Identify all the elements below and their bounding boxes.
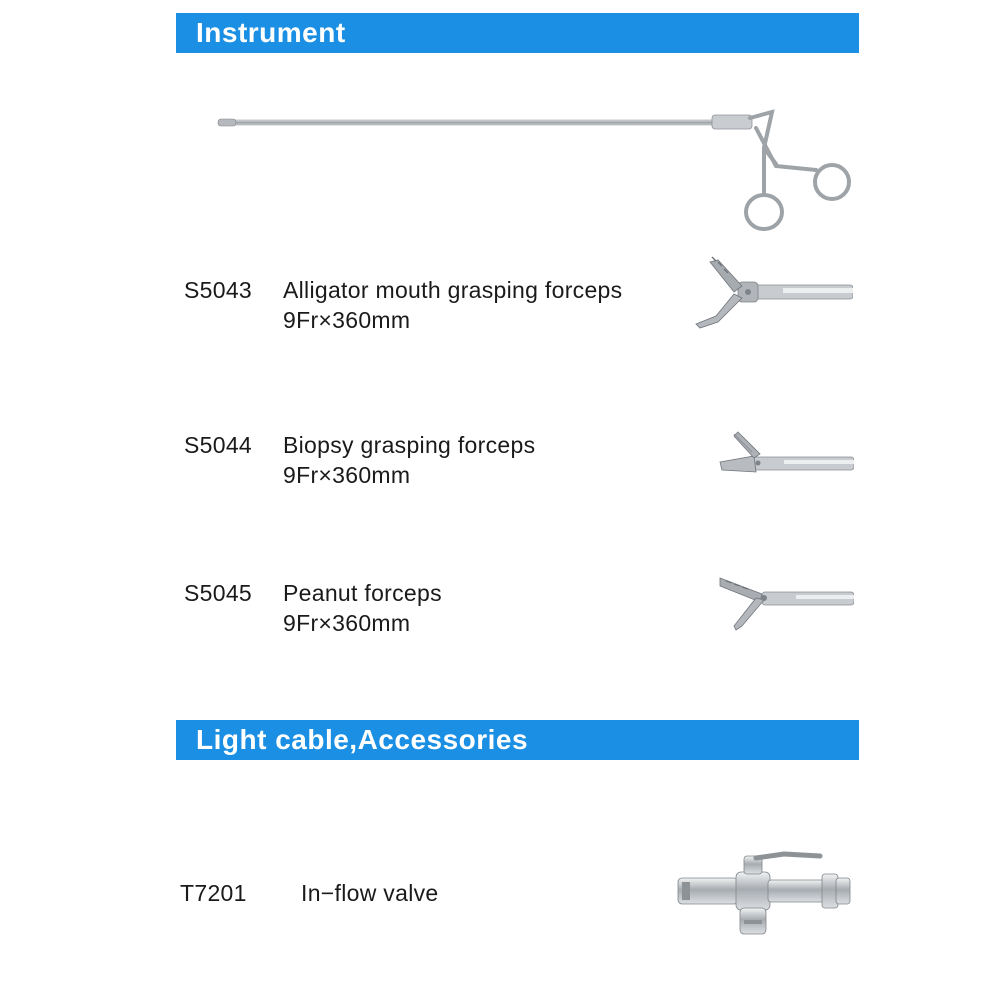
- product-dimensions: 9Fr×360mm: [283, 462, 411, 488]
- product-name: Peanut forceps: [283, 580, 442, 606]
- product-name: Biopsy grasping forceps: [283, 432, 536, 458]
- section-header-instrument: [176, 13, 859, 53]
- product-code: S5043: [184, 277, 253, 303]
- product-code: S5044: [184, 432, 253, 458]
- product-dimensions: 9Fr×360mm: [283, 307, 411, 333]
- peanut-jaw-tip-image: [716, 572, 854, 636]
- section-title-accessories: Light cable,Accessories: [196, 724, 529, 755]
- alligator-jaw-tip-image: [688, 252, 853, 336]
- product-dimensions: 9Fr×360mm: [283, 610, 411, 636]
- biopsy-jaw-tip-image: [714, 426, 854, 486]
- product-s5045: [184, 578, 442, 638]
- product-name: Alligator mouth grasping forceps: [283, 277, 623, 303]
- product-code: T7201: [180, 880, 247, 906]
- product-t7201: [180, 878, 439, 908]
- inflow-valve-image: [672, 848, 862, 944]
- section-title-instrument: Instrument: [196, 17, 346, 48]
- product-s5043: [184, 275, 622, 335]
- forceps-full-instrument-image: [216, 108, 856, 248]
- catalog-page: [176, 0, 859, 1000]
- product-s5044: [184, 430, 535, 490]
- product-name: In−flow valve: [301, 880, 439, 906]
- product-code: S5045: [184, 580, 253, 606]
- section-header-accessories: [176, 720, 859, 760]
